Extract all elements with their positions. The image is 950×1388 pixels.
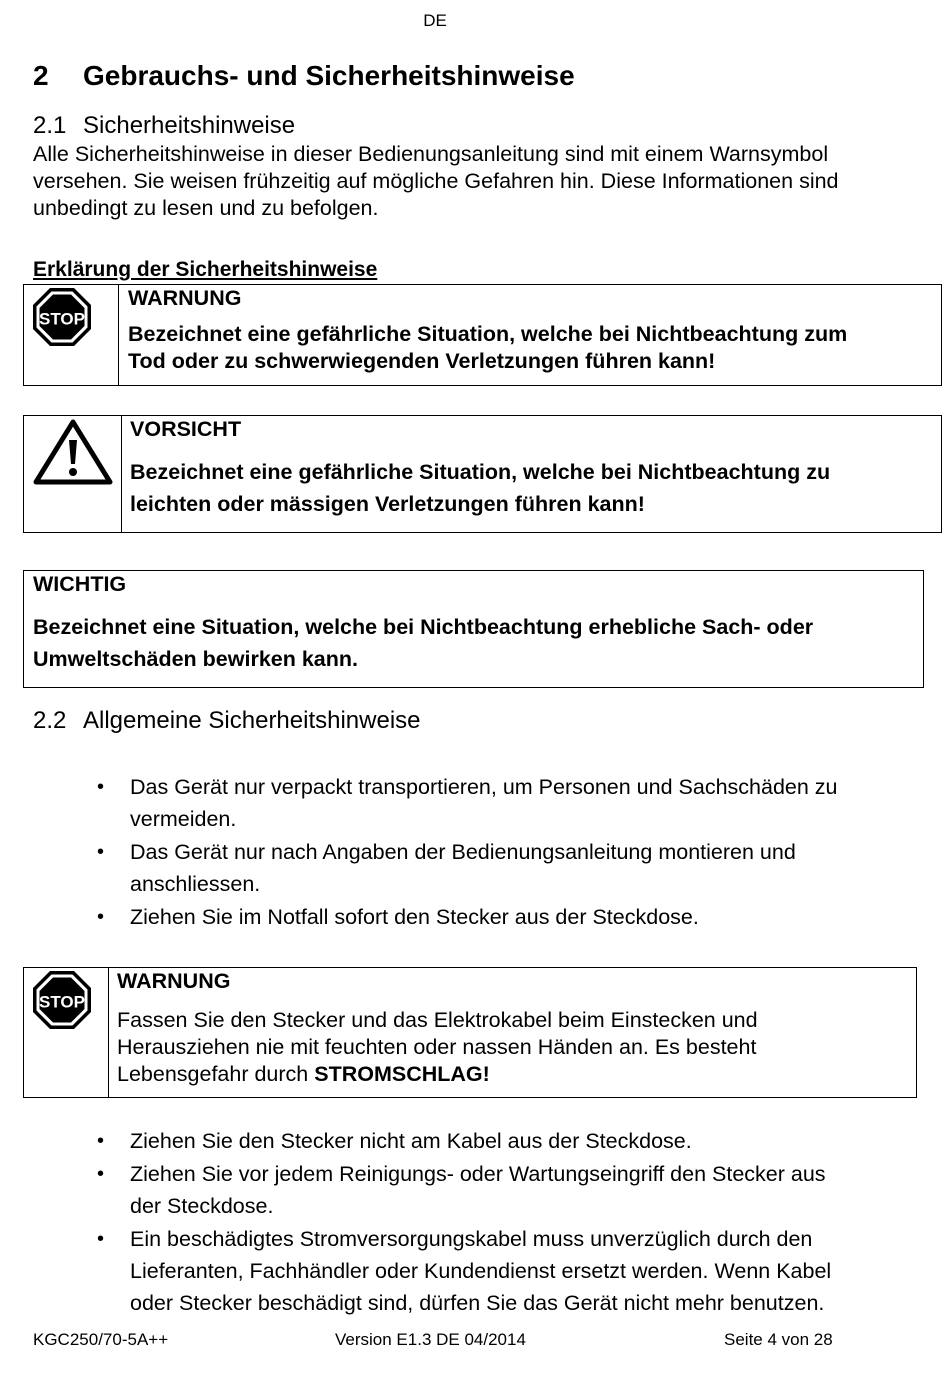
section-title: Gebrauchs- und Sicherheitshinweise: [83, 60, 575, 91]
list-item-line: • Das Gerät nur verpackt transportieren, um Personen und Sachschäden zu: [130, 775, 838, 799]
electric-warning-title: WARNUNG: [117, 969, 231, 993]
caution-box: [23, 415, 942, 533]
warning-line: Bezeichnet eine gefährliche Situation, welche bei Nichtbeachtung zum: [128, 322, 848, 346]
important-box: [23, 570, 924, 688]
subsection-number: 2.1: [33, 112, 67, 139]
stop-sign-icon: [32, 970, 92, 1030]
intro-line: Alle Sicherheitshinweise in dieser Bedienungsanleitung sind mit einem Warnsymbol: [33, 142, 829, 166]
intro-line: versehen. Sie weisen frühzeitig auf mögliche Gefahren hin. Diese Informationen sind: [33, 169, 839, 193]
electric-warning-icon-cell: [24, 968, 109, 1097]
stop-sign-icon: [32, 287, 92, 347]
warning-text: [128, 321, 847, 375]
important-line: Bezeichnet eine Situation, welche bei Nichtbeachtung erhebliche Sach- oder: [33, 615, 814, 639]
list-item-line: anschliessen.: [130, 872, 261, 896]
list-item-line: oder Stecker beschädigt sind, dürfen Sie das Gerät nicht mehr benutzen.: [130, 1291, 825, 1315]
warning-triangle-icon: [33, 419, 113, 485]
list-item: [33, 1158, 913, 1222]
caution-text: [130, 456, 830, 520]
caution-line: leichten oder mässigen Verletzungen führen kann!: [130, 492, 645, 516]
warning-title: WARNUNG: [128, 286, 242, 310]
electric-shock-emphasis: STROMSCHLAG!: [314, 1062, 490, 1086]
subsection-heading-2-2: [33, 707, 421, 735]
list-item-line: Lieferanten, Fachhändler oder Kundendienst ersetzt werden. Wenn Kabel: [130, 1259, 832, 1283]
electric-warning-line: Fassen Sie den Stecker und das Elektrokabel beim Einstecken und: [117, 1008, 758, 1032]
subsection-heading-2-1: [33, 112, 295, 140]
list-item-line: • Das Gerät nur nach Angaben der Bedienungsanleitung montieren und: [130, 840, 796, 864]
bullet-list-electrical: [33, 1125, 913, 1320]
list-item: [33, 1125, 913, 1157]
explanation-title: Erklärung der Sicherheitshinweise: [33, 258, 378, 281]
warning-line: Tod oder zu schwerwiegenden Verletzungen führen kann!: [128, 349, 716, 373]
intro-line: unbedingt zu lesen und zu befolgen.: [33, 196, 379, 220]
intro-paragraph: [33, 141, 913, 222]
list-item-line: der Steckdose.: [130, 1194, 274, 1218]
electric-warning-box: [23, 967, 917, 1098]
list-item-line: vermeiden.: [130, 807, 237, 831]
important-title: WICHTIG: [33, 572, 127, 596]
list-item: [33, 771, 913, 835]
page-language: DE: [423, 11, 447, 30]
footer-model: KGC250/70-5A++: [33, 1330, 169, 1349]
caution-title: VORSICHT: [130, 417, 242, 441]
important-line: Umweltschäden bewirken kann.: [33, 647, 358, 671]
warning-icon-cell: [24, 285, 119, 385]
footer-page-number: Seite 4 von 28: [724, 1330, 833, 1349]
section-number: 2: [33, 60, 49, 91]
electric-warning-text: [117, 1007, 758, 1088]
list-item: [33, 1223, 913, 1319]
electric-warning-line: [117, 1061, 758, 1088]
bullet-list-general: [33, 771, 913, 934]
list-item: [33, 836, 913, 900]
warning-box: [23, 284, 942, 386]
electric-warning-line: Herausziehen nie mit feuchten oder nassen Händen an. Es besteht: [117, 1035, 757, 1059]
list-item-line: • Ziehen Sie vor jedem Reinigungs- oder Wartungseingriff den Stecker aus: [130, 1162, 826, 1186]
subsection-title: Allgemeine Sicherheitshinweise: [83, 707, 421, 734]
list-item-line: • Ein beschädigtes Stromversorgungskabel muss unverzüglich durch den: [130, 1227, 813, 1251]
subsection-title: Sicherheitshinweise: [83, 112, 296, 139]
important-text: [33, 611, 813, 675]
list-item-line: • Ziehen Sie den Stecker nicht am Kabel aus der Steckdose.: [130, 1129, 692, 1153]
list-item-line: • Ziehen Sie im Notfall sofort den Stecker aus der Steckdose.: [130, 905, 699, 929]
footer-version: Version E1.3 DE 04/2014: [335, 1330, 526, 1349]
subsection-number: 2.2: [33, 707, 67, 734]
caution-icon-cell: [24, 416, 122, 532]
list-item: [33, 901, 913, 933]
electric-warning-text-part: Lebensgefahr durch: [117, 1062, 315, 1086]
caution-line: Bezeichnet eine gefährliche Situation, welche bei Nichtbeachtung zu: [130, 460, 831, 484]
section-heading: [33, 60, 575, 92]
svg-text:STOP: STOP: [39, 309, 85, 329]
svg-text:STOP: STOP: [39, 992, 85, 1012]
